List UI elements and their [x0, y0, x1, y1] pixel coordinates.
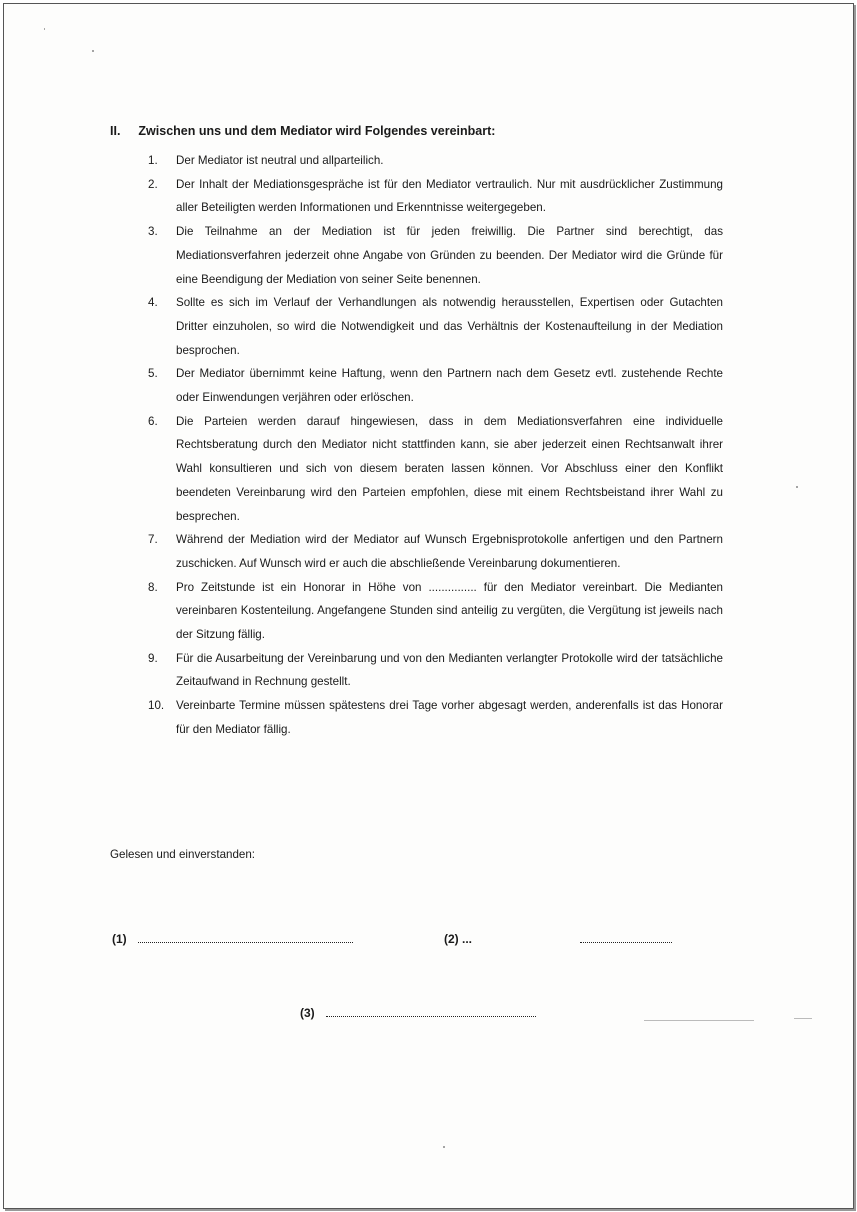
- item-number: 5.: [148, 367, 158, 381]
- signature-line-2: [444, 932, 672, 946]
- signature-label-3: (3): [300, 1006, 315, 1020]
- section-number: II.: [110, 124, 121, 138]
- signature-line-3: [300, 1006, 536, 1020]
- list-item: [148, 291, 723, 362]
- scan-speck: [443, 1146, 445, 1148]
- item-number: 3.: [148, 225, 158, 239]
- item-number: 2.: [148, 177, 158, 191]
- item-text: Vereinbarte Termine müssen spätestens drei Tage vorher abgesagt werden, anderenfalls ist das Honorar für den Mediator fällig.: [176, 699, 723, 736]
- signature-label-1: (1): [112, 932, 127, 946]
- item-number: 7.: [148, 533, 158, 547]
- signature-dots-2: [580, 932, 672, 943]
- list-item: [148, 149, 723, 173]
- item-number: 4.: [148, 296, 158, 310]
- signature-dots-3: [326, 1006, 536, 1017]
- item-text: Die Teilnahme an der Mediation ist für jeden freiwillig. Die Partner sind berechtigt, das Mediationsverfahren jederzeit ohne Angabe von Gründen zu beenden. Der Mediator wird die Gründe für eine Beendigung der Mediation von seiner Seite benennen.: [176, 225, 723, 286]
- item-number: 9.: [148, 651, 158, 665]
- list-item: [148, 528, 723, 575]
- list-item: [148, 362, 723, 409]
- item-number: 8.: [148, 580, 158, 594]
- item-number: 10.: [148, 699, 165, 713]
- closing-statement: Gelesen und einverstanden:: [110, 848, 256, 861]
- list-item: [148, 647, 723, 694]
- scan-speck: [44, 28, 45, 30]
- list-item: [148, 173, 723, 220]
- scan-speck: [796, 486, 798, 488]
- agreement-list: [148, 149, 723, 742]
- item-number: 6.: [148, 414, 158, 428]
- item-text: Pro Zeitstunde ist ein Honorar in Höhe von ............... für den Mediator vereinbart. Die Medianten vereinbaren Kostenteilung. Angefangene Stunden sind anteilig zu vergüten, die Vergütung ist jeweils nach der Sitzung fällig.: [176, 580, 723, 642]
- list-item: [148, 694, 723, 741]
- signature-label-2: (2) ...: [444, 932, 473, 946]
- list-item: [148, 410, 723, 529]
- item-text: Die Parteien werden darauf hingewiesen, dass in dem Mediationsverfahren eine individuelle Rechtsberatung durch den Mediator nicht stattfinden kann, sie aber jederzeit einen Rechtsanwalt ihrer Wahl konsultieren und sich von diesem beraten lassen können. Vor Abschluss einer den Konflikt beendeten Vereinbarung wird den Parteien empfohlen, diese mit einem Rechtsbeistand ihrer Wahl zu besprechen.: [176, 414, 723, 523]
- item-text: Der Mediator ist neutral und allparteilich.: [176, 154, 384, 167]
- signature-dots-1: [138, 932, 353, 943]
- item-number: 1.: [148, 154, 158, 167]
- section-heading: [110, 124, 495, 138]
- item-text: Für die Ausarbeitung der Vereinbarung und von den Medianten verlangter Protokolle wird der tatsächliche Zeitaufwand in Rechnung gestellt.: [176, 651, 723, 689]
- scan-line: [644, 1020, 754, 1021]
- item-text: Der Mediator übernimmt keine Haftung, wenn den Partnern nach dem Gesetz evtl. zustehende Rechte oder Einwendungen verjähren oder erlöschen.: [176, 367, 723, 405]
- scan-speck: [92, 50, 94, 52]
- signature-line-1: [112, 932, 353, 946]
- section-title: Zwischen uns und dem Mediator wird Folgendes vereinbart:: [138, 124, 496, 138]
- list-item: [148, 220, 723, 291]
- item-text: Sollte es sich im Verlauf der Verhandlungen als notwendig herausstellen, Expertisen oder Gutachten Dritter einzuholen, so wird die Notwendigkeit und das Verhältnis der Kostenaufteilung in der Mediation besprochen.: [176, 296, 723, 357]
- item-text: Der Inhalt der Mediationsgespräche ist für den Mediator vertraulich. Nur mit ausdrücklicher Zustimmung aller Beteiligten werden Informationen und Erkenntnisse weitergegeben.: [176, 177, 723, 215]
- scan-line: [794, 1018, 812, 1019]
- list-item: [148, 576, 723, 647]
- item-text: Während der Mediation wird der Mediator auf Wunsch Ergebnisprotokolle anfertigen und den Partnern zuschicken. Auf Wunsch wird er auch die abschließende Vereinbarung dokumentieren.: [176, 533, 723, 570]
